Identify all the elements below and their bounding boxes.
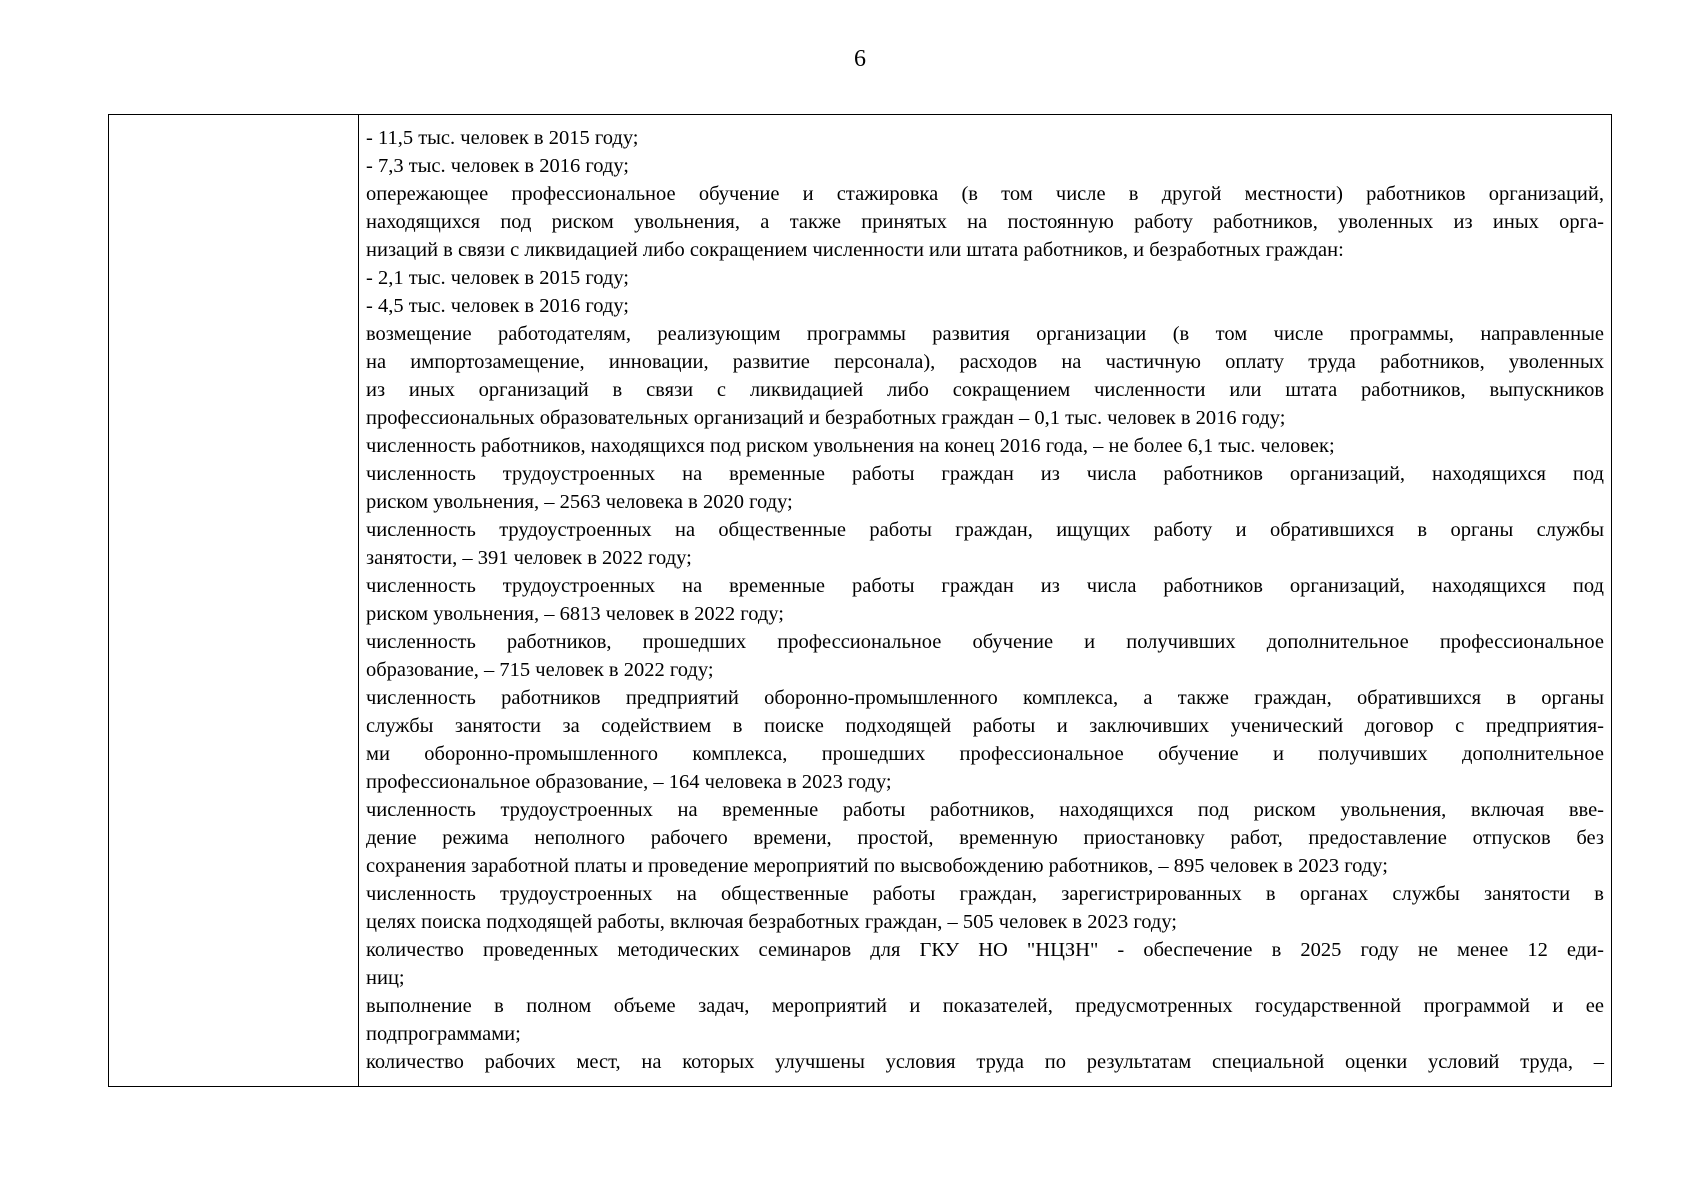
text-line: подпрограммами; bbox=[366, 1023, 521, 1045]
table-left-cell bbox=[109, 115, 359, 1086]
text-line: численность работников предприятий оборонно-промышленного комплекса, а также граждан, обратившихся в органы bbox=[366, 687, 1604, 709]
text-line: количество проведенных методических семинаров для ГКУ НО "НЦЗН" - обеспечение в 2025 году не менее 12 еди- bbox=[366, 939, 1604, 961]
text-line: профессиональных образовательных организаций и безработных граждан – 0,1 тыс. человек в 2016 году; bbox=[366, 407, 1286, 429]
text-line: находящихся под риском увольнения, а также принятых на постоянную работу работников, уволенных из иных орга- bbox=[366, 211, 1604, 233]
text-line: занятости, – 391 человек в 2022 году; bbox=[366, 547, 692, 569]
text-line: ми оборонно-промышленного комплекса, прошедших профессиональное обучение и получивших дополнительное bbox=[366, 743, 1604, 765]
text-line: численность трудоустроенных на временные работы работников, находящихся под риском увольнения, включая вве- bbox=[366, 799, 1604, 821]
text-line: ниц; bbox=[366, 967, 405, 989]
text-line: низаций в связи с ликвидацией либо сокращением численности или штата работников, и безработных граждан: bbox=[366, 239, 1344, 261]
text-line: количество рабочих мест, на которых улучшены условия труда по результатам специальной оценки условий труда, – bbox=[366, 1051, 1604, 1073]
text-line: численность трудоустроенных на общественные работы граждан, ищущих работу и обратившихся в органы службы bbox=[366, 519, 1604, 541]
text-line: образование, – 715 человек в 2022 году; bbox=[366, 659, 714, 681]
table-right-cell bbox=[359, 115, 1611, 1086]
text-line: - 2,1 тыс. человек в 2015 году; bbox=[366, 267, 630, 289]
text-line: численность работников, прошедших профессиональное обучение и получивших дополнительное профессиональное bbox=[366, 631, 1604, 653]
text-line: сохранения заработной платы и проведение мероприятий по высвобождению работников, – 895 человек в 2023 году; bbox=[366, 855, 1388, 877]
text-line: службы занятости за содействием в поиске подходящей работы и заключивших ученический договор с предприятия- bbox=[366, 715, 1604, 737]
text-line: целях поиска подходящей работы, включая безработных граждан, – 505 человек в 2023 году; bbox=[366, 911, 1177, 933]
text-line: численность работников, находящихся под риском увольнения на конец 2016 года, – не более 6,1 тыс. человек; bbox=[366, 435, 1335, 457]
text-line: возмещение работодателям, реализующим программы развития организации (в том числе программы, направленные bbox=[366, 323, 1604, 345]
text-line: - 7,3 тыс. человек в 2016 году; bbox=[366, 155, 630, 177]
text-line: численность трудоустроенных на временные работы граждан из числа работников организаций, находящихся под bbox=[366, 463, 1604, 485]
document-table bbox=[108, 114, 1612, 1087]
text-line: риском увольнения, – 2563 человека в 2020 году; bbox=[366, 491, 793, 513]
text-line: профессиональное образование, – 164 человека в 2023 году; bbox=[366, 771, 892, 793]
text-line: выполнение в полном объеме задач, мероприятий и показателей, предусмотренных государственной программой и ее bbox=[366, 995, 1604, 1017]
page-number: 6 bbox=[854, 46, 866, 72]
text-line: численность трудоустроенных на временные работы граждан из числа работников организаций, находящихся под bbox=[366, 575, 1604, 597]
text-line: опережающее профессиональное обучение и стажировка (в том числе в другой местности) работников организаций, bbox=[366, 183, 1604, 205]
text-line: из иных организаций в связи с ликвидацией либо сокращением численности или штата работников, выпускников bbox=[366, 379, 1604, 401]
text-line: дение режима неполного рабочего времени, простой, временную приостановку работ, предоставление отпусков без bbox=[366, 827, 1604, 849]
text-line: на импортозамещение, инновации, развитие персонала), расходов на частичную оплату труда работников, уволенных bbox=[366, 351, 1604, 373]
text-line: риском увольнения, – 6813 человек в 2022 году; bbox=[366, 603, 784, 625]
text-line: - 11,5 тыс. человек в 2015 году; bbox=[366, 127, 639, 149]
text-line: численность трудоустроенных на общественные работы граждан, зарегистрированных в органах службы занятости в bbox=[366, 883, 1604, 905]
text-line: - 4,5 тыс. человек в 2016 году; bbox=[366, 295, 630, 317]
